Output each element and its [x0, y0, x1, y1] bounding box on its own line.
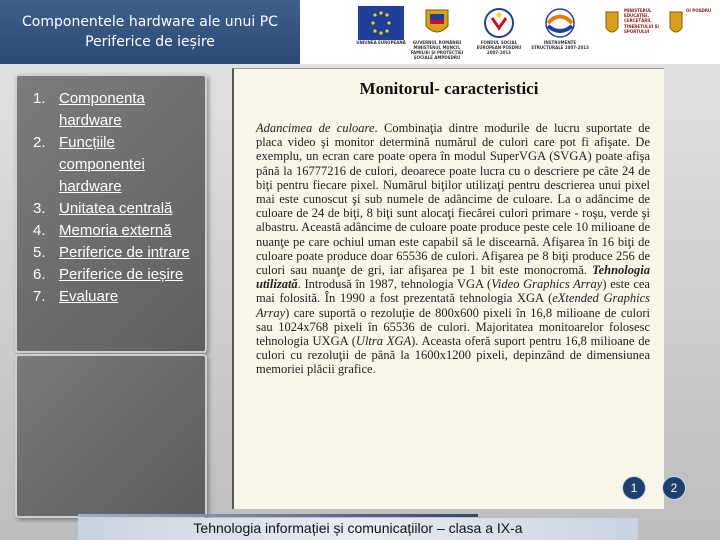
- esf-logo: [482, 6, 516, 40]
- content-panel: [232, 68, 664, 509]
- paragraph-tehnologia-a: . Introdusă în 1987, tehnologia VGA (: [297, 277, 492, 292]
- nav-item-memoria-externa: [33, 220, 203, 242]
- nav-link-memoria-externa[interactable]: Memoria externă: [59, 222, 172, 239]
- ministry-education-logo: [604, 6, 620, 40]
- title-line-1: Componentele hardware ale unui PC: [22, 14, 278, 30]
- nav-item-unitatea-centrala: [33, 198, 203, 220]
- nav-item-periferice-iesire: [33, 264, 203, 286]
- eu-flag-logo: [358, 6, 404, 40]
- gov-logo-caption: GUVERNUL ROMÂNIEI MINISTERUL MUNCII, FAMILIEI ȘI PROTECȚIEI SOCIALE AMPOSDRU: [410, 40, 464, 60]
- nav-item-number: 4.: [33, 222, 46, 239]
- paragraph-tehnologia-d: ). Aceasta oferă suport pentru 16,8 milioane de culori cu rezoluţii de până la 1600x1200 pixeli, depinzând de dimensiunea memoriei plăcii grafice.: [256, 334, 650, 377]
- nav-link-unitatea-centrala[interactable]: Unitatea centrală: [59, 200, 173, 217]
- term-xga: eXtended Graphics Array: [256, 291, 651, 320]
- term-tehnologia-utilizata: Tehnologia utilizată: [256, 263, 650, 292]
- nav-item-number: 5.: [33, 244, 46, 261]
- navigation-panel: [15, 74, 207, 353]
- nav-item-number: 2.: [33, 134, 46, 151]
- content-body: [256, 121, 650, 377]
- header: [0, 0, 720, 64]
- nav-item-number: 7.: [33, 288, 46, 305]
- nav-item-number: 1.: [33, 90, 46, 107]
- nav-item-number: 6.: [33, 266, 46, 283]
- oi-posdru-logo: [668, 6, 684, 40]
- nav-link-periferice-intrare[interactable]: Periferice de intrare: [59, 244, 190, 261]
- term-adancimea-de-culoare: Adancimea de culoare: [256, 121, 375, 135]
- paragraph-adancime-culoare: . Combinaţia dintre modurile de lucru suportate de placa video şi monitor determină numărul de culori care pot fi afişate. De exemplu, un ecran care poate opera în modul SuperVGA (SVGA) poate afişa până la 16777216 de culori, deoarece poate lucra cu o descriere pe câte 24 de biţi pentru fiecare pixel. Numărul biţilor utilizaţi pentru descrierea unui pixel mai este cunoscut şi sub numele de adâncime de culoare. La o adâncime de culoare de 24 de biţi, 8 biţi sunt alocaţi fiecărei culori primare - roşu, verde şi albastru. Această adâncime de culoare poate produce peste cele 10 milioane de nuanţe pe care ochiul uman este capabil să le discearnă. Afişarea în 16 biţi de culoare poate produce doar 65536 de culori. Afişarea pe 8 biţi produce 256 de culori sau nuanţe de gri, iar afişarea pe 1 bit este monocromă.: [256, 121, 650, 278]
- footer-decoration-line: [78, 514, 478, 517]
- page-2-button[interactable]: 2: [662, 476, 686, 500]
- esf-logo-caption: FONDUL SOCIAL EUROPEAN POSDRU 2007-2013: [476, 40, 522, 55]
- paragraph-tehnologia-c: ) care suportă o rezoluţie de 800x600 pixeli în 16,8 milioane de culori sau 1024x768 pixeli în 65536 de culori. Majoritatea monitoarelor folosesc tehnologia UXGA (: [256, 305, 650, 349]
- lower-side-panel: [15, 354, 207, 518]
- nav-link-functiile[interactable]: Funcțiile componentei hardware: [59, 134, 145, 195]
- nav-item-componenta-hardware: [33, 88, 203, 132]
- term-uxga: Ultra XGA: [355, 334, 412, 349]
- nav-link-evaluare[interactable]: Evaluare: [59, 288, 119, 305]
- nav-item-periferice-intrare: [33, 242, 203, 264]
- paragraph-tehnologia-b: ) este cea mai folosită. În 1990 a fost prezentată tehnologia XGA (: [256, 277, 650, 306]
- content-title: Monitorul- caracteristici: [359, 79, 539, 98]
- term-vga: Video Graphics Array: [491, 277, 603, 292]
- oi-posdru-caption: OI POSDRU: [686, 8, 712, 13]
- slide-title: [0, 0, 300, 64]
- nav-item-functiile: [33, 132, 203, 198]
- nav-item-number: 3.: [33, 200, 46, 217]
- nav-link-periferice-iesire[interactable]: Periferice de ieșire: [59, 266, 184, 283]
- eu-logo-caption: UNIUNEA EUROPEANĂ: [356, 40, 406, 45]
- title-line-2: Periferice de ieșire: [85, 34, 215, 50]
- structural-instruments-logo: [540, 6, 580, 40]
- nav-link-componenta-hardware[interactable]: Componenta hardware: [59, 90, 145, 129]
- romania-government-logo: [422, 6, 452, 40]
- structural-logo-caption: INSTRUMENTE STRUCTURALE 2007-2013: [531, 40, 589, 50]
- footer-text: Tehnologia informației și comunicațiilor – clasa a IX-a: [193, 520, 523, 536]
- footer-bar: [78, 518, 638, 540]
- navigation-list: [33, 88, 203, 308]
- ministry-logo-caption: MINISTERUL EDUCAȚIEI, CERCETĂRII, TINERETULUI ȘI SPORTULUI: [624, 8, 659, 34]
- nav-item-evaluare: [33, 286, 203, 308]
- page-1-button[interactable]: 1: [622, 476, 646, 500]
